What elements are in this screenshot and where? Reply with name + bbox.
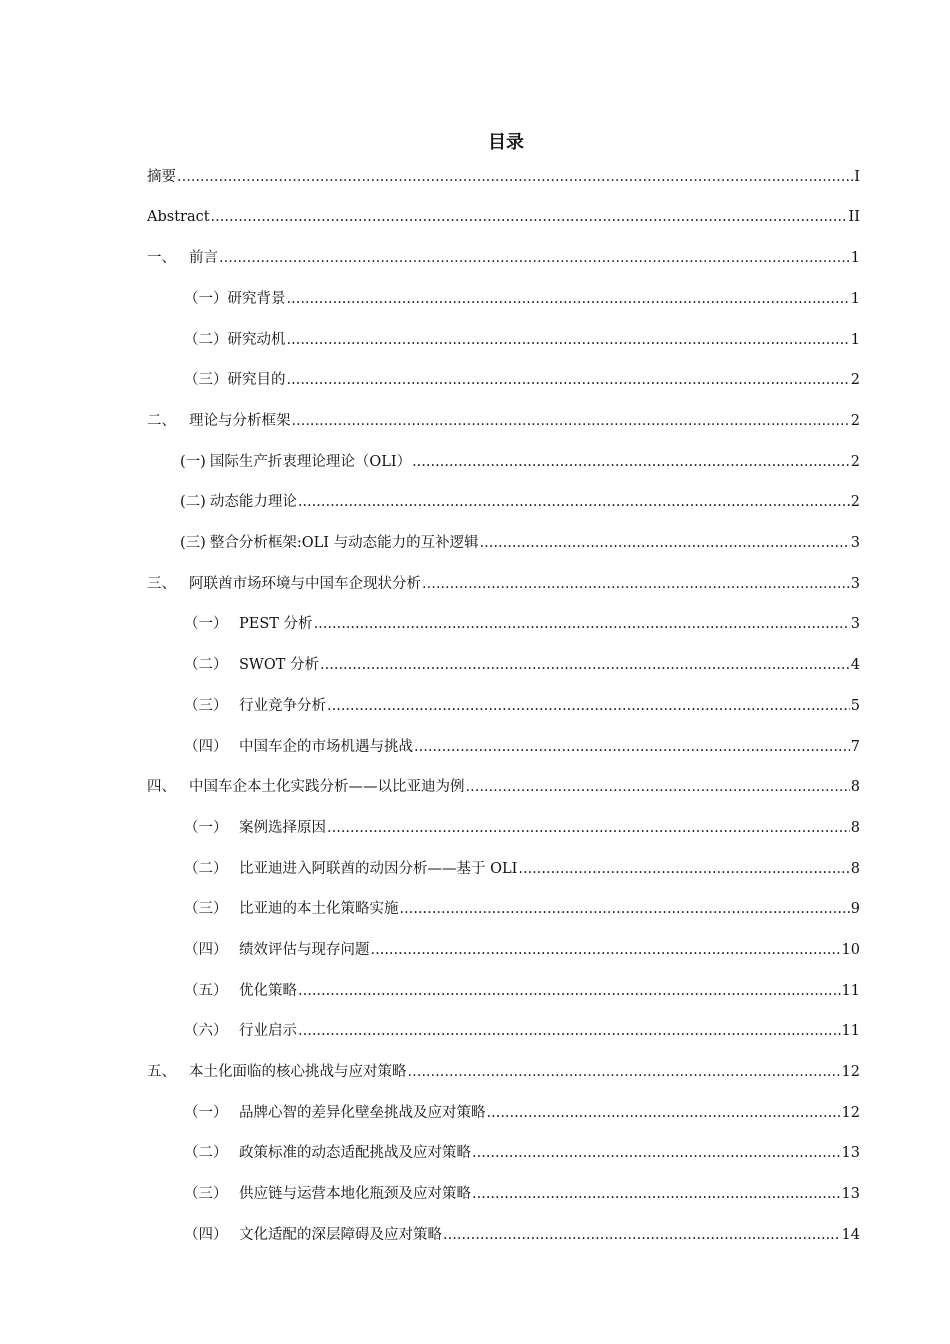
toc-entry-section[interactable] bbox=[147, 940, 860, 960]
leader-dots bbox=[314, 614, 850, 634]
toc-entry-number: （二） bbox=[184, 657, 228, 673]
toc-entry-page: 1 bbox=[850, 250, 860, 266]
toc-entry-page: 13 bbox=[841, 1145, 860, 1161]
toc-entry-number: （四） bbox=[184, 1227, 228, 1243]
toc-entry-label: 动态能力理论 bbox=[209, 494, 297, 510]
toc-entry-page: 2 bbox=[850, 494, 860, 510]
toc-entry-number: (二) bbox=[180, 494, 206, 510]
toc-entry-chapter-1[interactable] bbox=[147, 248, 860, 268]
toc-entry-number: （一） bbox=[184, 616, 228, 632]
toc-entry-page: 2 bbox=[850, 454, 860, 470]
toc-entry-label: 绩效评估与现存问题 bbox=[239, 942, 370, 958]
toc-entry-number: （一） bbox=[184, 291, 228, 307]
toc-entry-page: 10 bbox=[841, 942, 860, 958]
toc-entry-label: Abstract bbox=[147, 209, 210, 225]
toc-entry-section[interactable] bbox=[147, 289, 860, 309]
leader-dots bbox=[400, 899, 850, 919]
toc-entry-number: （一） bbox=[184, 1105, 228, 1121]
toc-entry-label: 文化适配的深层障碍及应对策略 bbox=[239, 1227, 442, 1243]
toc-entry-number: （三） bbox=[184, 901, 228, 917]
toc-entry-section[interactable] bbox=[147, 859, 860, 879]
toc-entry-page: 5 bbox=[850, 698, 860, 714]
toc-entry-label: 整合分析框架:OLI 与动态能力的互补逻辑 bbox=[209, 535, 479, 551]
leader-dots bbox=[327, 818, 850, 838]
toc-entry-label: 本土化面临的核心挑战与应对策略 bbox=[189, 1064, 407, 1080]
leader-dots bbox=[287, 330, 850, 350]
leader-dots bbox=[211, 207, 848, 227]
toc-entry-label: 理论与分析框架 bbox=[189, 413, 291, 429]
toc-entry-label: 案例选择原因 bbox=[239, 820, 326, 836]
toc-entry-section[interactable] bbox=[147, 1184, 860, 1204]
toc-entry-page: 3 bbox=[850, 535, 860, 551]
toc-entry-label: 研究动机 bbox=[227, 332, 286, 348]
toc-entry-label: 比亚迪进入阿联酋的动因分析——基于 OLI bbox=[239, 861, 518, 877]
toc-entry-page: 11 bbox=[841, 983, 860, 999]
toc-entry-number: （四） bbox=[184, 739, 228, 755]
toc-entry-page: II bbox=[848, 209, 860, 225]
toc-entry-number: (一) bbox=[180, 454, 206, 470]
toc-entry-label: 中国车企的市场机遇与挑战 bbox=[239, 739, 413, 755]
toc-entry-label: 政策标准的动态适配挑战及应对策略 bbox=[239, 1145, 471, 1161]
leader-dots bbox=[472, 1143, 841, 1163]
toc-entry-page: 2 bbox=[850, 413, 860, 429]
toc-entry-number: （四） bbox=[184, 942, 228, 958]
toc-entry-page: 12 bbox=[841, 1105, 860, 1121]
toc-entry-number: （六） bbox=[184, 1023, 228, 1039]
toc-entry-label: 行业启示 bbox=[239, 1023, 297, 1039]
toc-entry-page: 4 bbox=[850, 657, 860, 673]
toc-entry-section[interactable] bbox=[147, 655, 860, 675]
toc-entry-page: 14 bbox=[841, 1227, 860, 1243]
toc-entry-section[interactable] bbox=[147, 533, 860, 553]
toc-entry-abstract-cn[interactable] bbox=[147, 167, 860, 187]
leader-dots bbox=[287, 370, 850, 390]
toc-entry-label: 供应链与运营本地化瓶颈及应对策略 bbox=[239, 1186, 471, 1202]
toc-entry-section[interactable] bbox=[147, 1143, 860, 1163]
leader-dots bbox=[298, 981, 841, 1001]
toc-entry-page: I bbox=[854, 169, 860, 185]
leader-dots bbox=[327, 696, 850, 716]
leader-dots bbox=[287, 289, 850, 309]
toc-entry-label: 行业竞争分析 bbox=[239, 698, 326, 714]
toc-entry-page: 1 bbox=[850, 291, 860, 307]
toc-entry-label: 研究目的 bbox=[227, 372, 286, 388]
toc-entry-chapter-4[interactable] bbox=[147, 777, 860, 797]
toc-entry-label: 阿联酋市场环境与中国车企现状分析 bbox=[189, 576, 421, 592]
toc-entry-page: 11 bbox=[841, 1023, 860, 1039]
toc-entry-number: （三） bbox=[184, 372, 228, 388]
toc-entry-label: 摘要 bbox=[147, 169, 176, 185]
toc-entry-number: （一） bbox=[184, 820, 228, 836]
toc-entry-page: 2 bbox=[850, 372, 860, 388]
toc-entry-section[interactable] bbox=[147, 818, 860, 838]
leader-dots bbox=[298, 1021, 841, 1041]
toc-entry-page: 8 bbox=[850, 779, 860, 795]
toc-entry-number: （二） bbox=[184, 1145, 228, 1161]
toc-entry-label: PEST 分析 bbox=[239, 616, 313, 632]
toc-entry-abstract-en[interactable] bbox=[147, 207, 860, 227]
toc-entry-page: 13 bbox=[841, 1186, 860, 1202]
toc-entry-label: 研究背景 bbox=[227, 291, 286, 307]
toc-entry-section[interactable] bbox=[147, 330, 860, 350]
toc-entry-number: （三） bbox=[184, 698, 228, 714]
toc-entry-section[interactable] bbox=[147, 737, 860, 757]
leader-dots bbox=[412, 452, 850, 472]
toc-entry-label: 比亚迪的本土化策略实施 bbox=[239, 901, 399, 917]
leader-dots bbox=[422, 574, 850, 594]
leader-dots bbox=[518, 859, 849, 879]
toc-entry-section[interactable] bbox=[147, 492, 860, 512]
toc-entry-chapter-3[interactable] bbox=[147, 574, 860, 594]
toc-entry-number: 一、 bbox=[147, 250, 176, 266]
toc-entry-section[interactable] bbox=[147, 899, 860, 919]
toc-entry-number: （二） bbox=[184, 861, 228, 877]
leader-dots bbox=[466, 777, 850, 797]
toc-entry-chapter-5[interactable] bbox=[147, 1062, 860, 1082]
toc-entry-number: （二） bbox=[184, 332, 228, 348]
toc-entry-section[interactable] bbox=[147, 1021, 860, 1041]
toc-entry-page: 3 bbox=[850, 616, 860, 632]
toc-entry-number: （五） bbox=[184, 983, 228, 999]
leader-dots bbox=[472, 1184, 841, 1204]
toc-entry-number: (三) bbox=[180, 535, 206, 551]
leader-dots bbox=[487, 1103, 841, 1123]
toc-entry-section[interactable] bbox=[147, 370, 860, 390]
leader-dots bbox=[371, 940, 841, 960]
toc-entry-label: SWOT 分析 bbox=[239, 657, 320, 673]
leader-dots bbox=[219, 248, 850, 268]
toc-entry-number: 三、 bbox=[147, 576, 176, 592]
leader-dots bbox=[320, 655, 850, 675]
leader-dots bbox=[298, 492, 850, 512]
toc-entry-page: 1 bbox=[850, 332, 860, 348]
toc-entry-label: 品牌心智的差异化壁垒挑战及应对策略 bbox=[239, 1105, 486, 1121]
toc-entry-number: 四、 bbox=[147, 779, 176, 795]
leader-dots bbox=[414, 737, 850, 757]
toc-entry-page: 3 bbox=[850, 576, 860, 592]
toc-entry-number: 五、 bbox=[147, 1064, 176, 1080]
toc-entry-label: 中国车企本土化实践分析——以比亚迪为例 bbox=[189, 779, 465, 795]
page-title: 目录 bbox=[488, 132, 524, 153]
toc-entry-number: 二、 bbox=[147, 413, 176, 429]
toc-entry-section[interactable] bbox=[147, 1225, 860, 1245]
toc-entry-chapter-2[interactable] bbox=[147, 411, 860, 431]
leader-dots bbox=[443, 1225, 841, 1245]
toc-entry-section[interactable] bbox=[147, 696, 860, 716]
toc-entry-page: 8 bbox=[850, 861, 860, 877]
toc-entry-number: （三） bbox=[184, 1186, 228, 1202]
toc-entry-section[interactable] bbox=[147, 981, 860, 1001]
toc-entry-label: 优化策略 bbox=[239, 983, 297, 999]
toc-entry-section[interactable] bbox=[147, 614, 860, 634]
toc-entry-label: 前言 bbox=[189, 250, 218, 266]
toc-entry-section[interactable] bbox=[147, 452, 860, 472]
toc-entry-page: 7 bbox=[850, 739, 860, 755]
toc-entry-page: 9 bbox=[850, 901, 860, 917]
toc-entry-page: 12 bbox=[841, 1064, 860, 1080]
leader-dots bbox=[292, 411, 850, 431]
leader-dots bbox=[480, 533, 850, 553]
leader-dots bbox=[177, 167, 853, 187]
leader-dots bbox=[408, 1062, 841, 1082]
toc-entry-label: 国际生产折衷理论理论（OLI） bbox=[209, 454, 412, 470]
toc-entry-page: 8 bbox=[850, 820, 860, 836]
toc-entry-section[interactable] bbox=[147, 1103, 860, 1123]
